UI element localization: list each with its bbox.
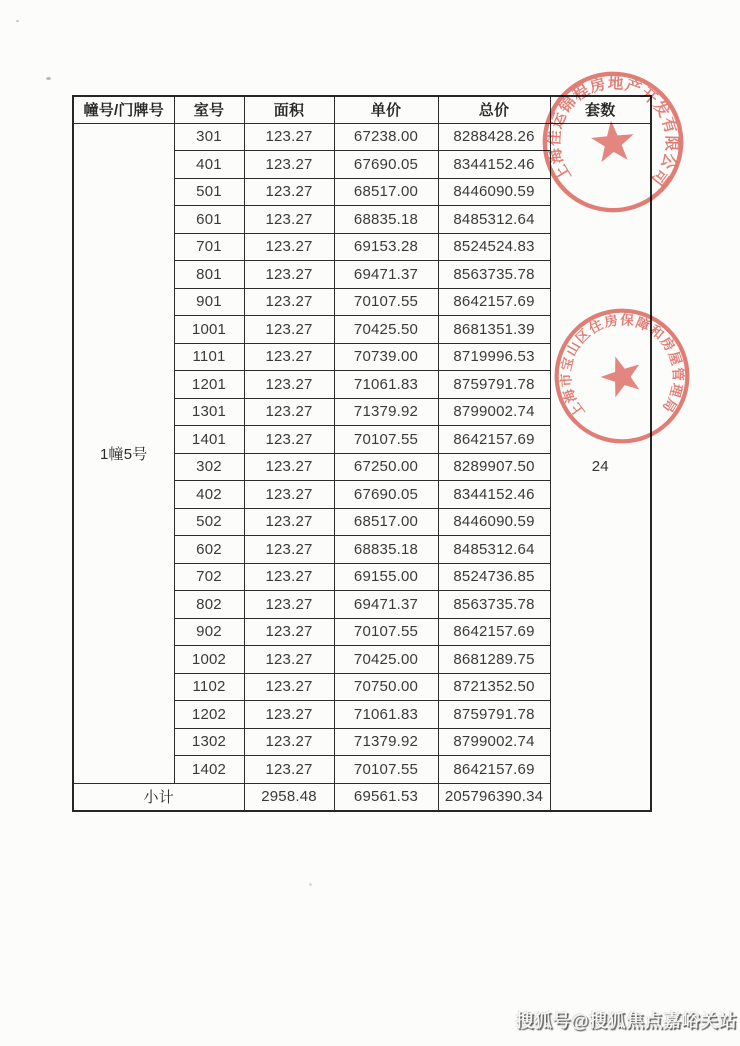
unit-price-cell: 68517.00 bbox=[334, 508, 438, 536]
area-cell: 123.27 bbox=[244, 618, 334, 646]
unit-price-cell: 70107.55 bbox=[334, 618, 438, 646]
room-cell: 802 bbox=[174, 591, 244, 619]
subtotal-unit-price-cell: 69561.53 bbox=[334, 783, 438, 811]
sohu-watermark: 搜狐号@搜狐焦点嘉峪关站 bbox=[515, 1011, 737, 1031]
total-price-cell: 8642157.69 bbox=[438, 756, 550, 784]
room-cell: 901 bbox=[174, 288, 244, 316]
area-cell: 123.27 bbox=[244, 426, 334, 454]
unit-price-cell: 67250.00 bbox=[334, 453, 438, 481]
room-cell: 502 bbox=[174, 508, 244, 536]
unit-price-cell: 69471.37 bbox=[334, 261, 438, 289]
room-cell: 801 bbox=[174, 261, 244, 289]
unit-price-cell: 71061.83 bbox=[334, 371, 438, 399]
room-cell: 1302 bbox=[174, 728, 244, 756]
area-cell: 123.27 bbox=[244, 453, 334, 481]
unit-price-cell: 67690.05 bbox=[334, 151, 438, 179]
room-cell: 401 bbox=[174, 151, 244, 179]
scan-speck bbox=[16, 20, 19, 22]
room-cell: 1002 bbox=[174, 646, 244, 674]
unit-price-cell: 69471.37 bbox=[334, 591, 438, 619]
subtotal-total-price-cell: 205796390.34 bbox=[438, 783, 550, 811]
col-header-building-number: 幢号/门牌号 bbox=[73, 96, 174, 123]
total-price-cell: 8759791.78 bbox=[438, 701, 550, 729]
area-cell: 123.27 bbox=[244, 701, 334, 729]
area-cell: 123.27 bbox=[244, 536, 334, 564]
total-price-cell: 8642157.69 bbox=[438, 288, 550, 316]
unit-price-cell: 71379.92 bbox=[334, 728, 438, 756]
scan-speck bbox=[309, 883, 312, 886]
total-price-cell: 8446090.59 bbox=[438, 178, 550, 206]
room-cell: 602 bbox=[174, 536, 244, 564]
subtotal-label-cell: 小计 bbox=[73, 783, 244, 811]
company-seal-text: 上海佳运锦程房地产开发有限公司 bbox=[546, 75, 680, 189]
col-header-unit-price: 单价 bbox=[334, 96, 438, 123]
total-price-cell: 8289907.50 bbox=[438, 453, 550, 481]
total-price-cell: 8288428.26 bbox=[438, 123, 550, 151]
unit-price-cell: 70107.55 bbox=[334, 426, 438, 454]
area-cell: 123.27 bbox=[244, 508, 334, 536]
area-cell: 123.27 bbox=[244, 151, 334, 179]
total-price-cell: 8681289.75 bbox=[438, 646, 550, 674]
unit-count-cell: 24 bbox=[550, 123, 651, 811]
room-cell: 1401 bbox=[174, 426, 244, 454]
room-cell: 1202 bbox=[174, 701, 244, 729]
room-cell: 902 bbox=[174, 618, 244, 646]
area-cell: 123.27 bbox=[244, 371, 334, 399]
room-cell: 402 bbox=[174, 481, 244, 509]
area-cell: 123.27 bbox=[244, 673, 334, 701]
unit-price-cell: 70425.00 bbox=[334, 646, 438, 674]
area-cell: 123.27 bbox=[244, 563, 334, 591]
total-price-cell: 8759791.78 bbox=[438, 371, 550, 399]
unit-price-cell: 70425.50 bbox=[334, 316, 438, 344]
room-cell: 501 bbox=[174, 178, 244, 206]
total-price-cell: 8524524.83 bbox=[438, 233, 550, 261]
room-cell: 702 bbox=[174, 563, 244, 591]
col-header-area: 面积 bbox=[244, 96, 334, 123]
unit-price-cell: 71061.83 bbox=[334, 701, 438, 729]
building-label-cell: 1幢5号 bbox=[73, 123, 174, 783]
area-cell: 123.27 bbox=[244, 123, 334, 151]
room-cell: 1201 bbox=[174, 371, 244, 399]
area-cell: 123.27 bbox=[244, 206, 334, 234]
unit-price-cell: 68835.18 bbox=[334, 536, 438, 564]
total-price-cell: 8446090.59 bbox=[438, 508, 550, 536]
total-price-cell: 8563735.78 bbox=[438, 591, 550, 619]
col-header-total-price: 总价 bbox=[438, 96, 550, 123]
total-price-cell: 8799002.74 bbox=[438, 398, 550, 426]
unit-price-cell: 70107.55 bbox=[334, 288, 438, 316]
government-seal-text: 上海市宝山区住房保障和房屋管理局 bbox=[558, 312, 686, 420]
total-price-cell: 8799002.74 bbox=[438, 728, 550, 756]
total-price-cell: 8344152.46 bbox=[438, 481, 550, 509]
room-cell: 701 bbox=[174, 233, 244, 261]
subtotal-area-cell: 2958.48 bbox=[244, 783, 334, 811]
total-price-cell: 8485312.64 bbox=[438, 536, 550, 564]
room-cell: 601 bbox=[174, 206, 244, 234]
total-price-cell: 8344152.46 bbox=[438, 151, 550, 179]
total-price-cell: 8721352.50 bbox=[438, 673, 550, 701]
unit-price-cell: 67690.05 bbox=[334, 481, 438, 509]
area-cell: 123.27 bbox=[244, 178, 334, 206]
area-cell: 123.27 bbox=[244, 481, 334, 509]
total-price-cell: 8681351.39 bbox=[438, 316, 550, 344]
area-cell: 123.27 bbox=[244, 261, 334, 289]
unit-row bbox=[73, 123, 651, 151]
price-table bbox=[72, 95, 652, 812]
area-cell: 123.27 bbox=[244, 591, 334, 619]
unit-price-cell: 70107.55 bbox=[334, 756, 438, 784]
area-cell: 123.27 bbox=[244, 398, 334, 426]
unit-price-cell: 70750.00 bbox=[334, 673, 438, 701]
room-cell: 302 bbox=[174, 453, 244, 481]
room-cell: 1301 bbox=[174, 398, 244, 426]
total-price-cell: 8719996.53 bbox=[438, 343, 550, 371]
total-price-cell: 8485312.64 bbox=[438, 206, 550, 234]
total-price-cell: 8642157.69 bbox=[438, 618, 550, 646]
area-cell: 123.27 bbox=[244, 728, 334, 756]
total-price-cell: 8642157.69 bbox=[438, 426, 550, 454]
room-cell: 1402 bbox=[174, 756, 244, 784]
area-cell: 123.27 bbox=[244, 756, 334, 784]
col-header-room-number: 室号 bbox=[174, 96, 244, 123]
unit-price-cell: 68835.18 bbox=[334, 206, 438, 234]
room-cell: 1001 bbox=[174, 316, 244, 344]
room-cell: 1101 bbox=[174, 343, 244, 371]
unit-price-cell: 70739.00 bbox=[334, 343, 438, 371]
unit-price-cell: 68517.00 bbox=[334, 178, 438, 206]
unit-price-cell: 69155.00 bbox=[334, 563, 438, 591]
unit-price-cell: 67238.00 bbox=[334, 123, 438, 151]
total-price-cell: 8563735.78 bbox=[438, 261, 550, 289]
unit-price-cell: 69153.28 bbox=[334, 233, 438, 261]
room-cell: 1102 bbox=[174, 673, 244, 701]
room-cell: 301 bbox=[174, 123, 244, 151]
scan-speck bbox=[46, 77, 51, 80]
area-cell: 123.27 bbox=[244, 646, 334, 674]
col-header-unit-count: 套数 bbox=[550, 96, 651, 123]
area-cell: 123.27 bbox=[244, 288, 334, 316]
area-cell: 123.27 bbox=[244, 233, 334, 261]
area-cell: 123.27 bbox=[244, 316, 334, 344]
total-price-cell: 8524736.85 bbox=[438, 563, 550, 591]
area-cell: 123.27 bbox=[244, 343, 334, 371]
unit-price-cell: 71379.92 bbox=[334, 398, 438, 426]
header-row bbox=[73, 96, 651, 123]
